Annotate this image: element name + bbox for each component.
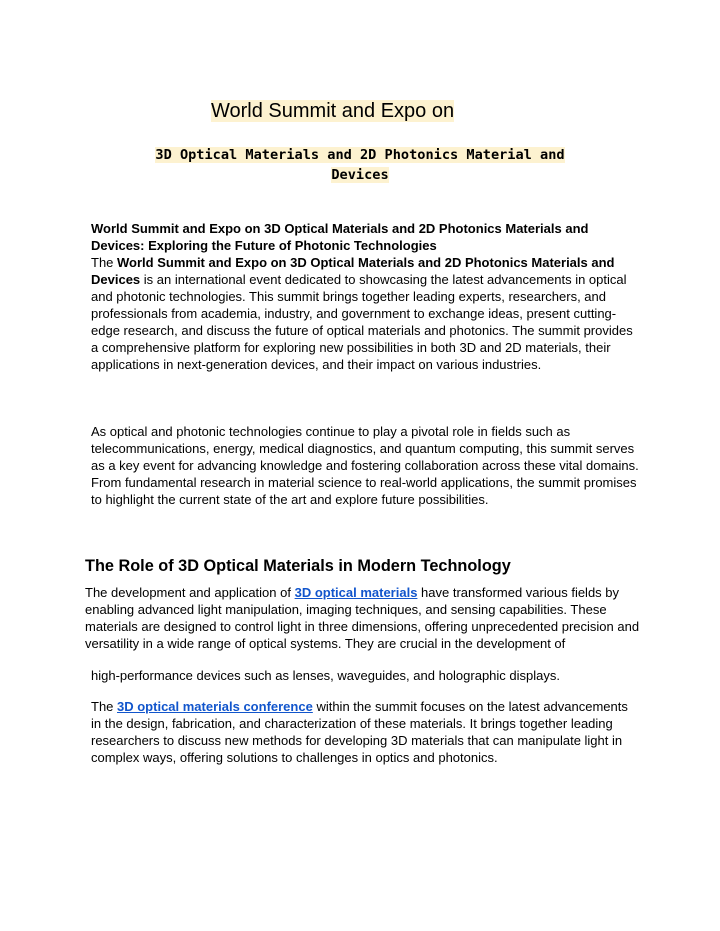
section-paragraph-1 — [85, 584, 641, 652]
intro-heading: World Summit and Expo on 3D Optical Materials and 2D Photonics Materials and Devices: Exploring the Future of Photonic Technologies — [91, 221, 589, 253]
intro-paragraph — [91, 220, 641, 373]
section-p1-after: have transformed various fields by enabling advanced light manipulation, imaging techniques, and sensing capabilities. These materials are designed to control light in three dimensions, offering unprecedented precision and versatility in a wide range of optical systems. They are crucial in the development of — [85, 585, 640, 651]
page-title-text: World Summit and Expo on — [211, 100, 455, 122]
conference-link[interactable]: 3D optical materials conference — [117, 699, 313, 714]
page-title — [211, 98, 454, 124]
section-p3-after: within the summit focuses on the latest advancements in the design, fabrication, and characterization of these materials. It brings together leading researchers to discuss new methods for developing 3D materials that can manipulate light in complex ways, offering solutions to challenges in optics and photonics. — [91, 699, 628, 765]
section-p3-before: The — [91, 699, 118, 714]
intro-text-prefix: The — [91, 255, 118, 270]
optical-materials-link[interactable]: 3D optical materials — [294, 585, 418, 600]
section-p1-before: The development and application of — [85, 585, 295, 600]
section-paragraph-3 — [91, 698, 641, 766]
intro-event-name: World Summit and Expo on 3D Optical Materials and 2D Photonics Materials and Devices — [91, 255, 615, 287]
intro-text-body: is an international event dedicated to showcasing the latest advancements in optical and photonic technologies. This summit brings together leading experts, researchers, and professionals from academia, industry, and government to exchange ideas, present cutting-edge research, and discuss the future of optical materials and photonics. The summit provides a comprehensive platform for exploring new possibilities in both 3D and 2D materials, their applications in next-generation devices, and their impact on various industries. — [91, 272, 633, 372]
section-heading: The Role of 3D Optical Materials in Modern Technology — [85, 557, 511, 575]
page-subtitle-text: 3D Optical Materials and 2D Photonics Material and Devices — [155, 147, 565, 183]
page-subtitle — [140, 145, 580, 185]
context-paragraph: As optical and photonic technologies continue to play a pivotal role in fields such as telecommunications, energy, medical diagnostics, and quantum computing, this summit serves as a key event for advancing knowledge and fostering collaboration across these vital domains. From fundamental research in material science to real-world applications, the summit promises to highlight the current state of the art and explore future possibilities. — [91, 424, 639, 507]
section-paragraph-2: high-performance devices such as lenses, waveguides, and holographic displays. — [91, 668, 560, 683]
